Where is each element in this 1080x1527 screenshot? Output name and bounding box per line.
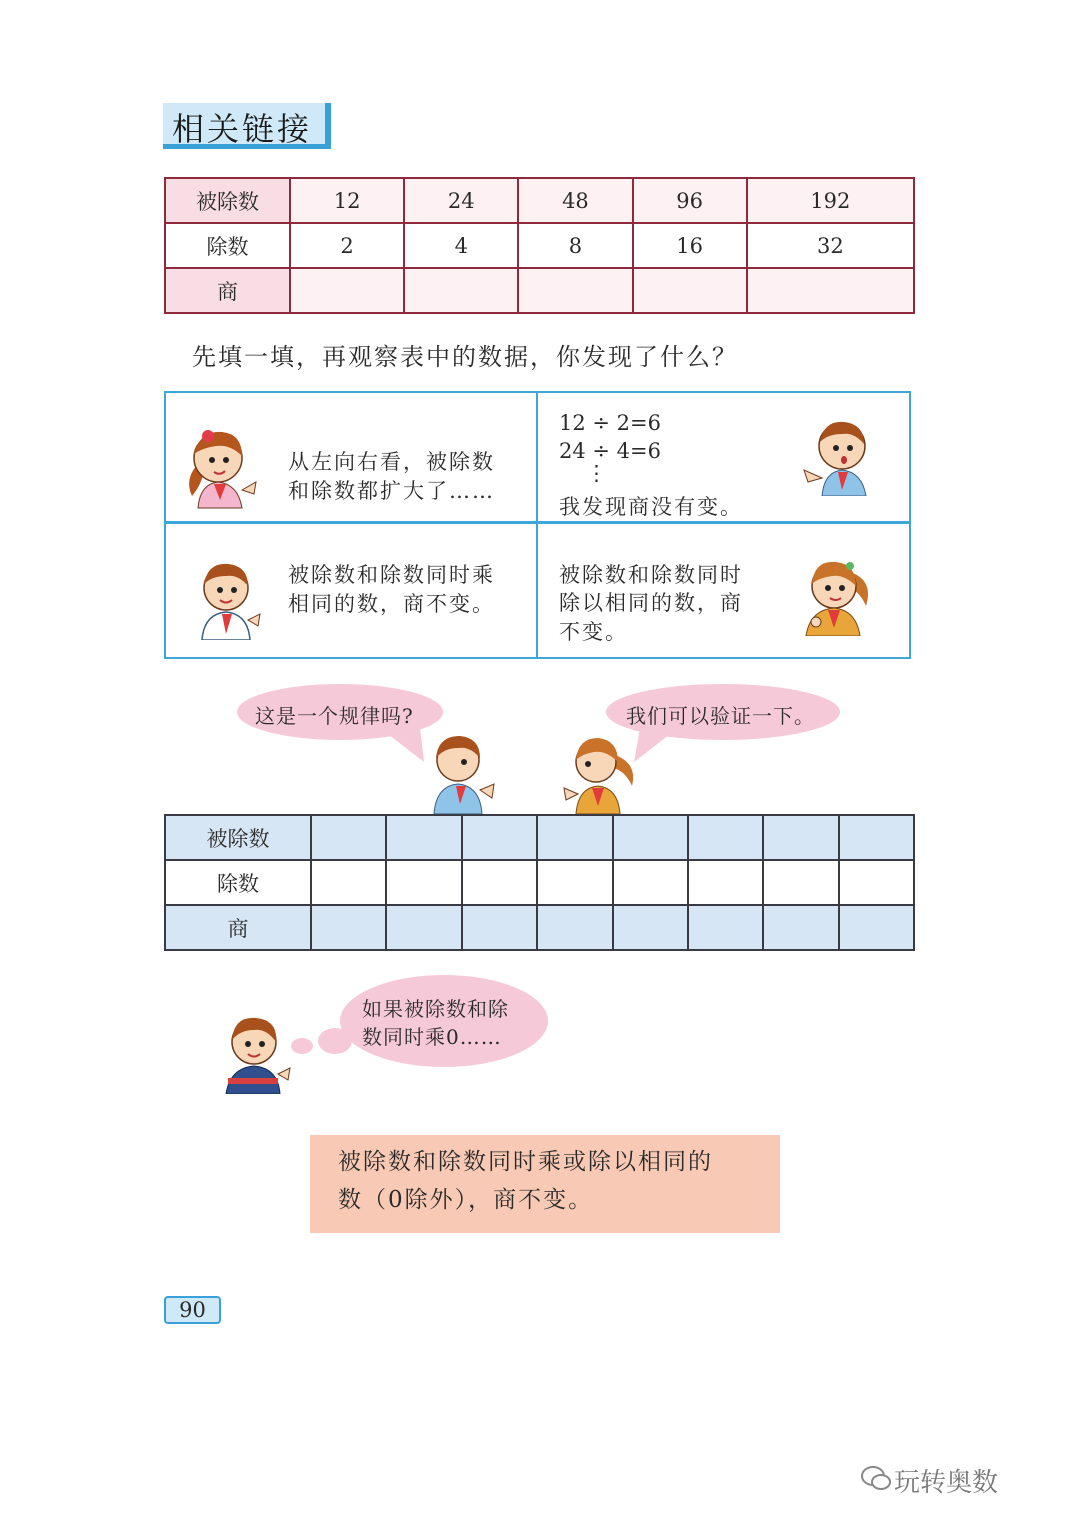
cell4-line3: 不变。 bbox=[559, 620, 628, 644]
blank-cell[interactable] bbox=[311, 860, 386, 905]
blank-cell[interactable] bbox=[311, 905, 386, 950]
blank-cell[interactable] bbox=[839, 860, 914, 905]
table-row bbox=[165, 268, 914, 313]
blank-cell[interactable] bbox=[613, 860, 688, 905]
table-row bbox=[165, 905, 914, 950]
verification-table bbox=[164, 814, 915, 951]
table-cell: 12 bbox=[290, 178, 404, 223]
quotient-blank[interactable] bbox=[404, 268, 518, 313]
cell4-line2: 除以相同的数，商 bbox=[559, 591, 743, 615]
blank-cell[interactable] bbox=[613, 815, 688, 860]
blank-cell[interactable] bbox=[763, 860, 838, 905]
quotient-blank[interactable] bbox=[518, 268, 632, 313]
conclusion-box bbox=[310, 1135, 780, 1233]
table-row bbox=[165, 178, 914, 223]
bubble-right-text: 我们可以验证一下。 bbox=[626, 704, 815, 728]
row-label-dividend: 被除数 bbox=[165, 815, 311, 860]
table-cell: 48 bbox=[518, 178, 632, 223]
bubble-left-text: 这是一个规律吗? bbox=[255, 704, 414, 728]
blank-cell[interactable] bbox=[386, 860, 461, 905]
boy-character-icon bbox=[192, 560, 262, 640]
bubble-tail-left bbox=[380, 728, 430, 768]
table-cell: 4 bbox=[404, 223, 518, 268]
blank-cell[interactable] bbox=[311, 815, 386, 860]
cell3-line1: 被除数和除数同时乘 bbox=[288, 563, 495, 587]
quotient-blank[interactable] bbox=[747, 268, 914, 313]
boy-pointing-icon bbox=[800, 416, 876, 496]
page-title: 相关链接 bbox=[172, 110, 313, 148]
blank-cell[interactable] bbox=[839, 815, 914, 860]
wechat-logo-icon bbox=[860, 1464, 892, 1494]
blank-cell[interactable] bbox=[386, 905, 461, 950]
blank-cell[interactable] bbox=[688, 860, 763, 905]
question-text: 先填一填，再观察表中的数据，你发现了什么？ bbox=[192, 343, 738, 371]
row-label-quotient: 商 bbox=[165, 268, 290, 313]
blank-cell[interactable] bbox=[839, 905, 914, 950]
blank-cell[interactable] bbox=[688, 815, 763, 860]
girl-character-icon bbox=[180, 424, 260, 510]
blank-cell[interactable] bbox=[462, 815, 537, 860]
blank-cell[interactable] bbox=[763, 905, 838, 950]
girl-answering-icon bbox=[560, 734, 640, 814]
cell3-line2: 相同的数，商不变。 bbox=[288, 592, 495, 616]
table-cell: 96 bbox=[633, 178, 747, 223]
table-cell: 24 bbox=[404, 178, 518, 223]
row-label-dividend: 被除数 bbox=[165, 178, 290, 223]
table-cell: 32 bbox=[747, 223, 914, 268]
girl-ponytail-icon bbox=[796, 556, 876, 636]
table-row bbox=[165, 223, 914, 268]
boy-asking-icon bbox=[428, 732, 496, 814]
conclusion-line2: 数（0除外），商不变。 bbox=[338, 1187, 594, 1213]
blank-cell[interactable] bbox=[688, 905, 763, 950]
blank-cell[interactable] bbox=[613, 905, 688, 950]
blank-cell[interactable] bbox=[537, 815, 612, 860]
blank-cell[interactable] bbox=[537, 860, 612, 905]
thought-dot-small bbox=[291, 1038, 313, 1054]
table-cell: 2 bbox=[290, 223, 404, 268]
boy-thinking-icon bbox=[222, 1014, 292, 1094]
grid-divider-horizontal bbox=[164, 521, 911, 524]
table-cell: 8 bbox=[518, 223, 632, 268]
row-label-divisor: 除数 bbox=[165, 860, 311, 905]
table-row bbox=[165, 860, 914, 905]
cell2-conclusion: 我发现商没有变。 bbox=[559, 495, 743, 519]
blank-cell[interactable] bbox=[386, 815, 461, 860]
grid-divider-vertical bbox=[536, 391, 538, 659]
table-cell: 16 bbox=[633, 223, 747, 268]
thought-line2: 数同时乘0…… bbox=[362, 1025, 502, 1049]
table-row bbox=[165, 815, 914, 860]
vertical-dots: ⋮ bbox=[586, 461, 609, 485]
row-label-quotient: 商 bbox=[165, 905, 311, 950]
watermark-text: 玩转奥数 bbox=[894, 1468, 999, 1498]
equation-2: 24 ÷ 4=6 bbox=[559, 439, 661, 463]
blank-cell[interactable] bbox=[462, 905, 537, 950]
cell4-line1: 被除数和除数同时 bbox=[559, 563, 743, 587]
cell1-line2: 和除数都扩大了…… bbox=[288, 479, 495, 503]
row-label-divisor: 除数 bbox=[165, 223, 290, 268]
quotient-blank[interactable] bbox=[633, 268, 747, 313]
table-cell: 192 bbox=[747, 178, 914, 223]
cell1-line1: 从左向右看，被除数 bbox=[288, 450, 495, 474]
division-table bbox=[164, 177, 915, 314]
thought-line1: 如果被除数和除 bbox=[362, 997, 509, 1021]
blank-cell[interactable] bbox=[537, 905, 612, 950]
conclusion-line1: 被除数和除数同时乘或除以相同的 bbox=[338, 1149, 713, 1175]
blank-cell[interactable] bbox=[462, 860, 537, 905]
page-number: 90 bbox=[164, 1296, 221, 1324]
equation-1: 12 ÷ 2=6 bbox=[559, 411, 661, 435]
quotient-blank[interactable] bbox=[290, 268, 404, 313]
blank-cell[interactable] bbox=[763, 815, 838, 860]
